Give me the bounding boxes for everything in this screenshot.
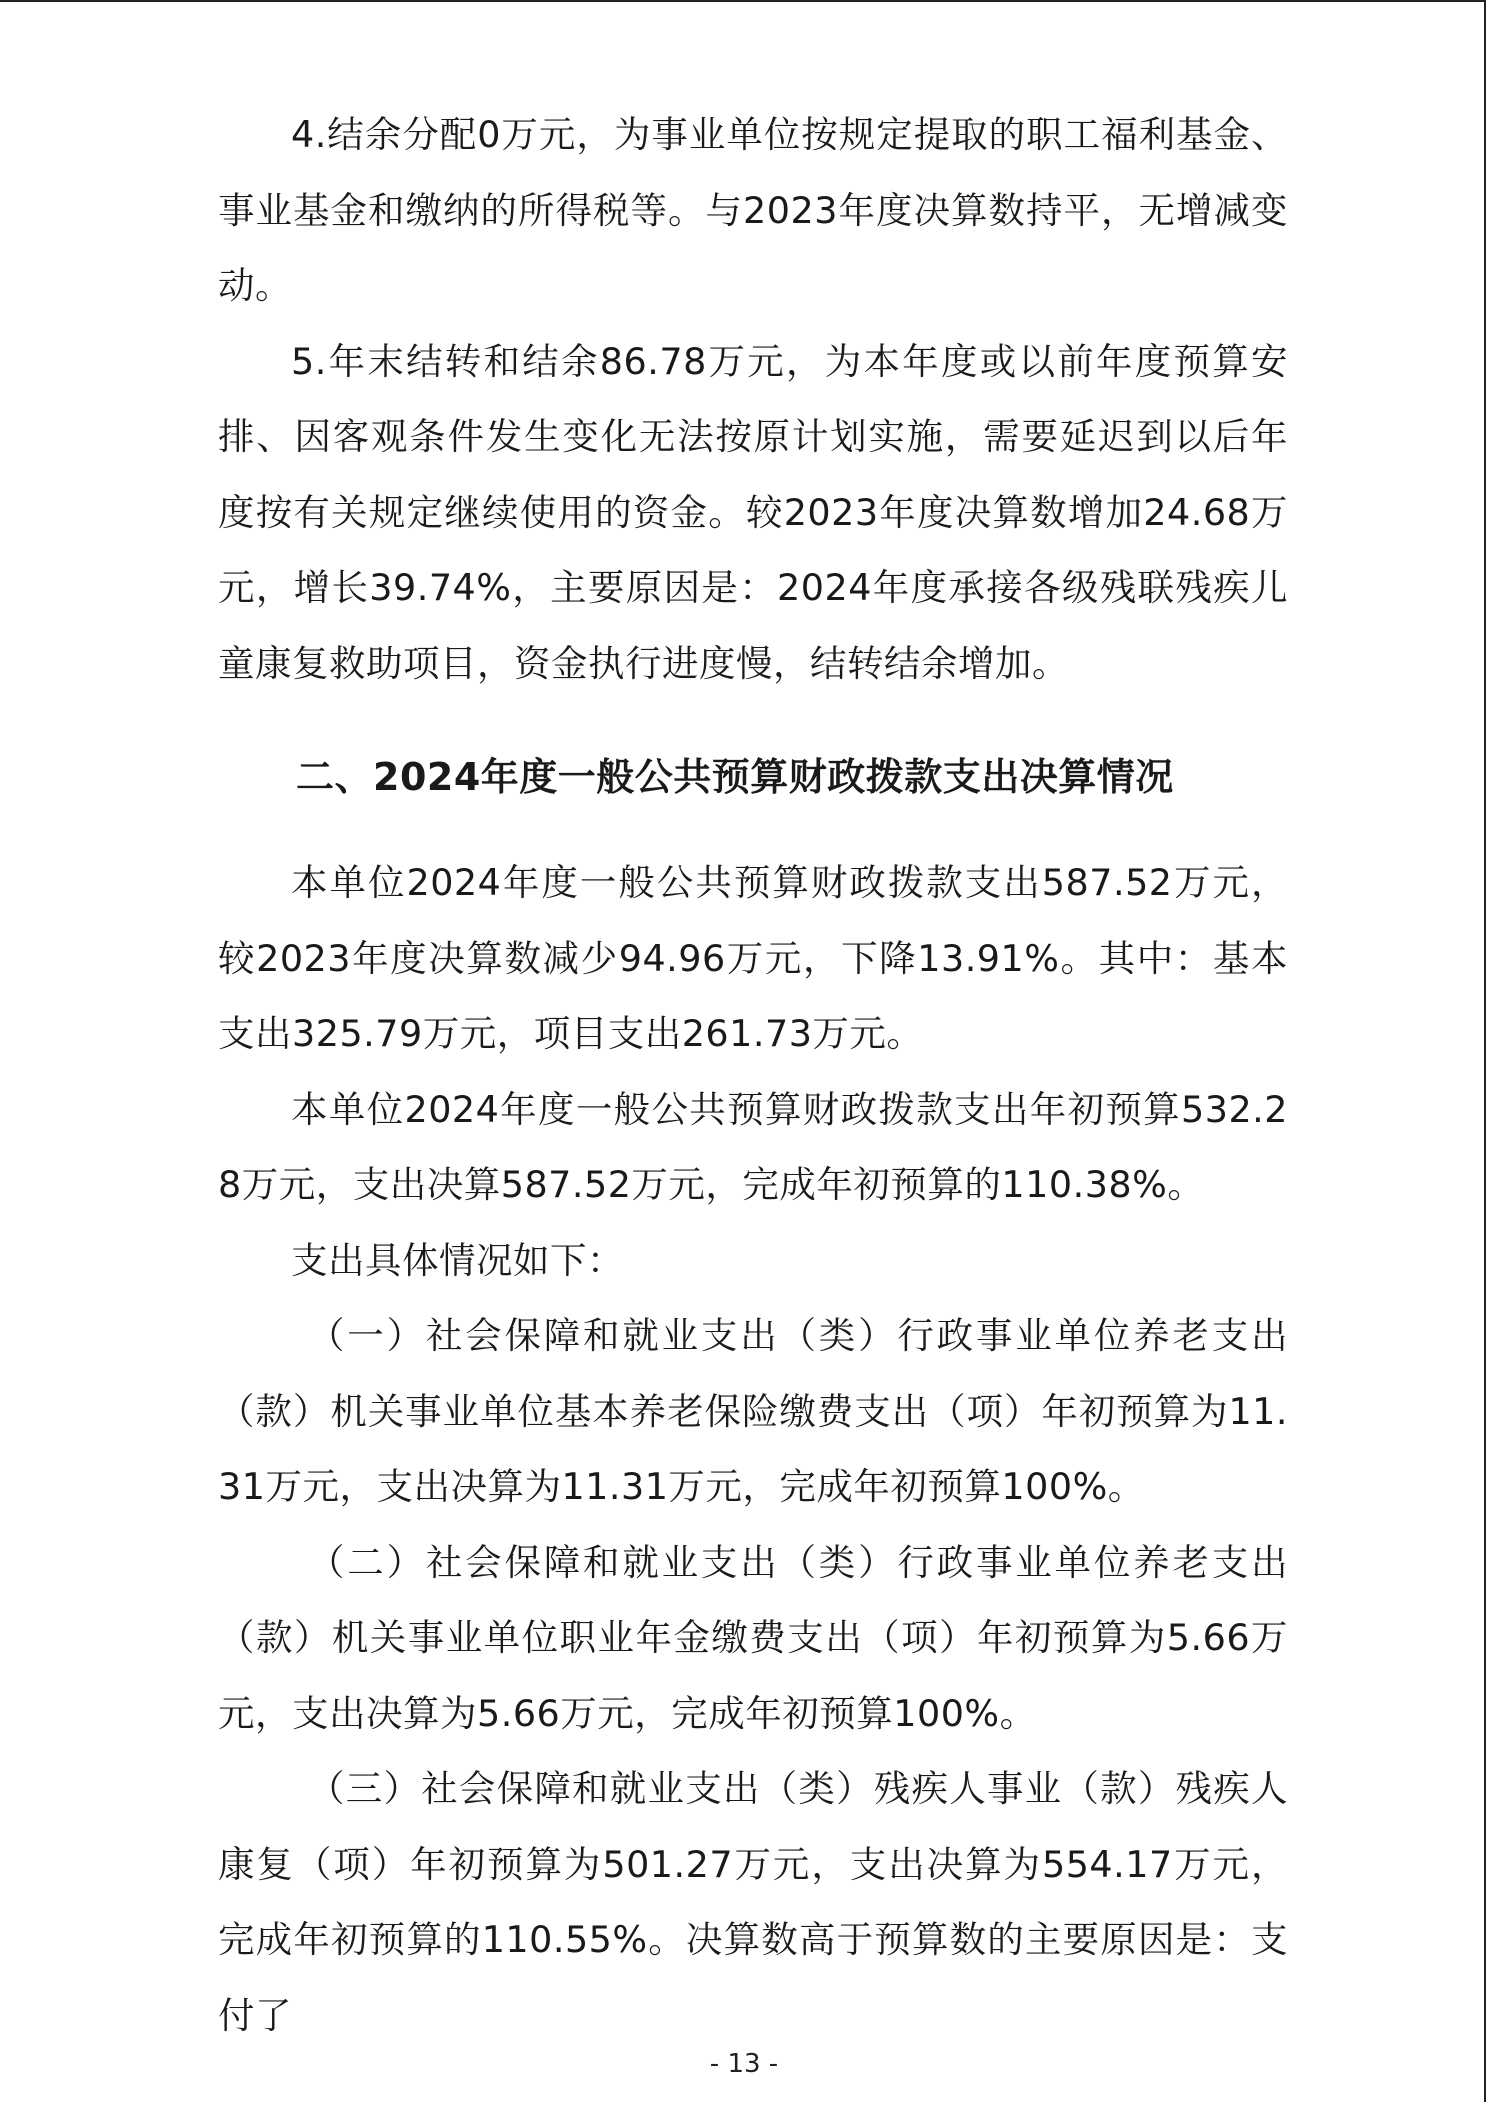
sub-item-pension-insurance: （一）社会保障和就业支出（类）行政事业单位养老支出（款）机关事业单位基本养老保险缴费支出（项）年初预算为11.31万元，支出决算为11.31万元，完成年初预算100%。 xyxy=(218,1314,1288,1508)
section-heading: 二、2024年度一般公共预算财政拨款支出决算情况 xyxy=(296,755,1174,799)
paragraph-budget-completion: 本单位2024年度一般公共预算财政拨款支出年初预算532.28万元，支出决算587.52万元，完成年初预算的110.38%。 xyxy=(218,1087,1288,1206)
spacer xyxy=(218,701,1288,739)
document-body xyxy=(218,97,1288,2053)
paragraph-year-end-balance: 5.年末结转和结余86.78万元，为本年度或以前年度预算安排、因客观条件发生变化无法按原计划实施，需要延迟到以后年度按有关规定继续使用的资金。较2023年度决算数增加24.68万元，增长39.74%，主要原因是：2024年度承接各级残联残疾儿童康复救助项目，资金执行进度慢，结转结余增加。 xyxy=(218,339,1288,685)
sub-item-occupational-annuity: （二）社会保障和就业支出（类）行政事业单位养老支出（款）机关事业单位职业年金缴费支出（项）年初预算为5.66万元，支出决算为5.66万元，完成年初预算100%。 xyxy=(218,1540,1288,1735)
sub-item-disability-rehabilitation: （三）社会保障和就业支出（类）残疾人事业（款）残疾人康复（项）年初预算为501.27万元，支出决算为554.17万元，完成年初预算的110.55%。决算数高于预算数的主要原因是：支付了 xyxy=(218,1767,1288,2037)
paragraph-details-intro: 支出具体情况如下： xyxy=(291,1238,624,1282)
page-number: - 13 - xyxy=(709,2049,779,2079)
paragraph-surplus-distribution: 4.结余分配0万元，为事业单位按规定提取的职工福利基金、事业基金和缴纳的所得税等。与2023年度决算数持平，无增减变动。 xyxy=(218,113,1288,307)
paragraph-expenditure-summary: 本单位2024年度一般公共预算财政拨款支出587.52万元，较2023年度决算数减少94.96万元，下降13.91%。其中：基本支出325.79万元，项目支出261.73万元。 xyxy=(218,861,1288,1055)
spacer xyxy=(218,815,1288,845)
